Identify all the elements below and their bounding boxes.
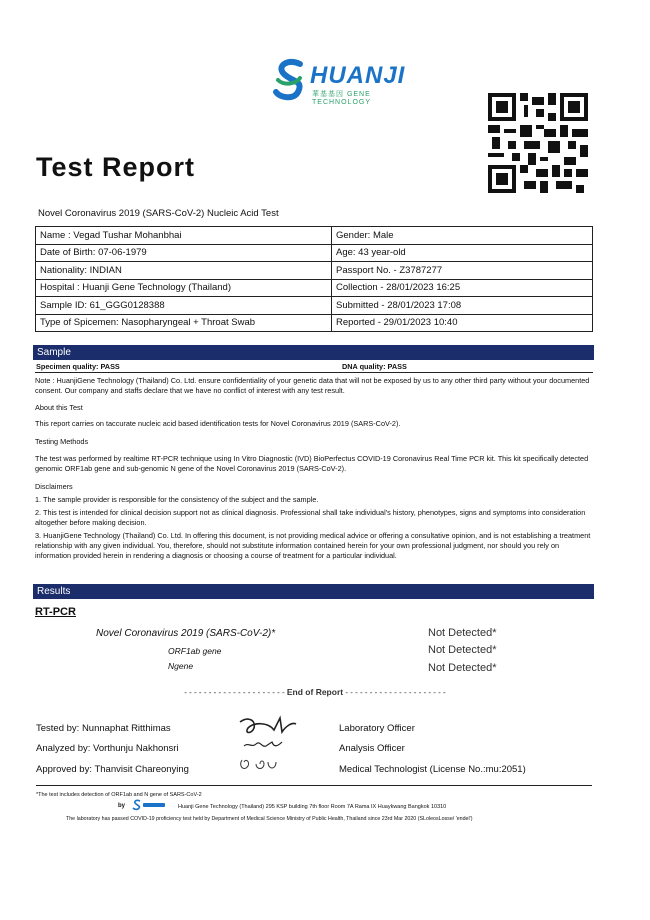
collection-time: Collection - 28/01/2023 16:25 [332, 279, 593, 297]
analyzed-by: Analyzed by: Vorthunju Nakhonsri [36, 743, 179, 754]
divider [35, 372, 593, 373]
disclaimer-3: 3. HuanjiGene Technology (Thailand) Co. Ltd. In offering this document, is not providing medical advice or offering a consultative opinion, and is not establishing a treatment relationship with any given individual. You, therefore, should not substitute information contained herein for your own professional judgment, nor should you rely on information provided herein in rendering a diagnosis or choosing a course of treatment for a particular individual. [35, 531, 591, 560]
about-heading: About this Test [35, 403, 83, 412]
methods-text: The test was performed by realtime RT-PCR technique using In Vitro Diagnostic (IVD) BioPerfectus COVID-19 Coronavirus Real Time PCR kit. This kit specifically detected genomic ORF1ab gene and sub-genomic N gene of the Novel Coronavirus 2019 (SARS-CoV-2). [35, 454, 589, 473]
patient-dob: Date of Birth: 07-06-1979 [36, 244, 332, 262]
logo-s-icon [270, 58, 310, 102]
tested-by: Tested by: Nunnaphat Ritthimas [36, 723, 171, 734]
qr-code-icon [488, 93, 588, 193]
analyzed-by-role: Analysis Officer [339, 743, 405, 754]
method-heading: RT-PCR [35, 606, 76, 618]
result-value-n: Not Detected* [428, 662, 497, 674]
logo-subtext: 華基基因 GENE TECHNOLOGY [312, 91, 372, 106]
table-row [36, 314, 593, 332]
logo-text: HUANJI [310, 62, 406, 89]
table-row [36, 262, 593, 280]
result-value-main: Not Detected* [428, 627, 497, 639]
huanji-logo [270, 58, 420, 104]
end-of-report-text: End of Report [286, 687, 344, 697]
dna-quality: DNA quality: PASS [342, 362, 407, 371]
report-subtitle: Novel Coronavirus 2019 (SARS-CoV-2) Nucleic Acid Test [38, 208, 279, 219]
footer-address: Huanji Gene Technology (Thailand) 295 KSP building 7th floor Room 7A Rama IX Huaykwang Bangkok 10310 [178, 804, 447, 810]
result-label-n: Ngene [168, 661, 194, 671]
about-text: This report carries on taccurate nucleic acid based identification tests for Novel Coronavirus 2019 (SARS-CoV-2). [35, 419, 401, 428]
submitted-time: Submitted - 28/01/2023 17:08 [332, 297, 593, 315]
patient-name: Name : Vegad Tushar Mohanbhai [36, 227, 332, 245]
patient-passport: Passport No. - Z3787277 [332, 262, 593, 280]
signature-images [234, 712, 304, 778]
small-logo-icon [132, 799, 168, 811]
results-section-header: Results [33, 584, 594, 599]
eor-dash-left: - - - - - - - - - - - - - - - - - - - - - [184, 688, 287, 697]
patient-gender: Gender: Male [332, 227, 593, 245]
result-label-main: Novel Coronavirus 2019 (SARS-CoV-2)* [96, 628, 276, 639]
patient-age: Age: 43 year-old [332, 244, 593, 262]
tested-by-role: Laboratory Officer [339, 723, 415, 734]
footer-proficiency: The laboratory has passed COVID-19 proficiency test held by Department of Medical Science Ministry of Public Health, Thailand since 23rd Mar 2020 (SLoleosLosse/ 'endel') [66, 816, 473, 822]
table-row [36, 244, 593, 262]
end-of-report [180, 687, 450, 697]
hospital: Hospital : Huanji Gene Technology (Thailand) [36, 279, 332, 297]
disclaimer-1: 1. The sample provider is responsible for the consistency of the subject and the sample. [35, 495, 319, 504]
result-value-orf: Not Detected* [428, 644, 497, 656]
sample-section-header: Sample [33, 345, 594, 360]
table-row [36, 227, 593, 245]
disclaimers-heading: Disclaimers [35, 482, 73, 491]
specimen-type: Type of Spicemen: Nasopharyngeal + Throat Swab [36, 314, 332, 332]
footnote: *The test includes detection of ORF1ab and N gene of SARS-CoV-2 [36, 792, 202, 798]
footer-by: by [118, 803, 126, 809]
table-row [36, 297, 593, 315]
sample-id: Sample ID: 61_GGG0128388 [36, 297, 332, 315]
patient-info-table [35, 226, 593, 332]
result-label-orf: ORF1ab gene [168, 646, 222, 656]
table-row [36, 279, 593, 297]
footer-divider [36, 785, 592, 786]
reported-time: Reported - 29/01/2023 10:40 [332, 314, 593, 332]
patient-nationality: Nationality: INDIAN [36, 262, 332, 280]
page-title: Test Report [36, 152, 196, 182]
approved-by-role: Medical Technologist (License No.:mu:2051) [339, 764, 526, 775]
approved-by: Approved by: Thanvisit Chareonying [36, 764, 189, 775]
confidentiality-note: Note : HuanjiGene Technology (Thailand) Co. Ltd. ensure confidentiality of your genetic data that will not be exposed by us to any other third party without your documented consent. Our company and staffs declare that we have no conflict of interest with any test result. [35, 376, 590, 395]
methods-heading: Testing Methods [35, 437, 89, 446]
specimen-quality: Specimen quality: PASS [36, 362, 120, 371]
eor-dash-right: - - - - - - - - - - - - - - - - - - - - - [343, 688, 446, 697]
disclaimer-2: 2. This test is intended for clinical decision support not as clinical diagnosis. Professional shall take individual's history, phenotypes, signs and symptoms into consideration altogether before making decision. [35, 508, 586, 527]
